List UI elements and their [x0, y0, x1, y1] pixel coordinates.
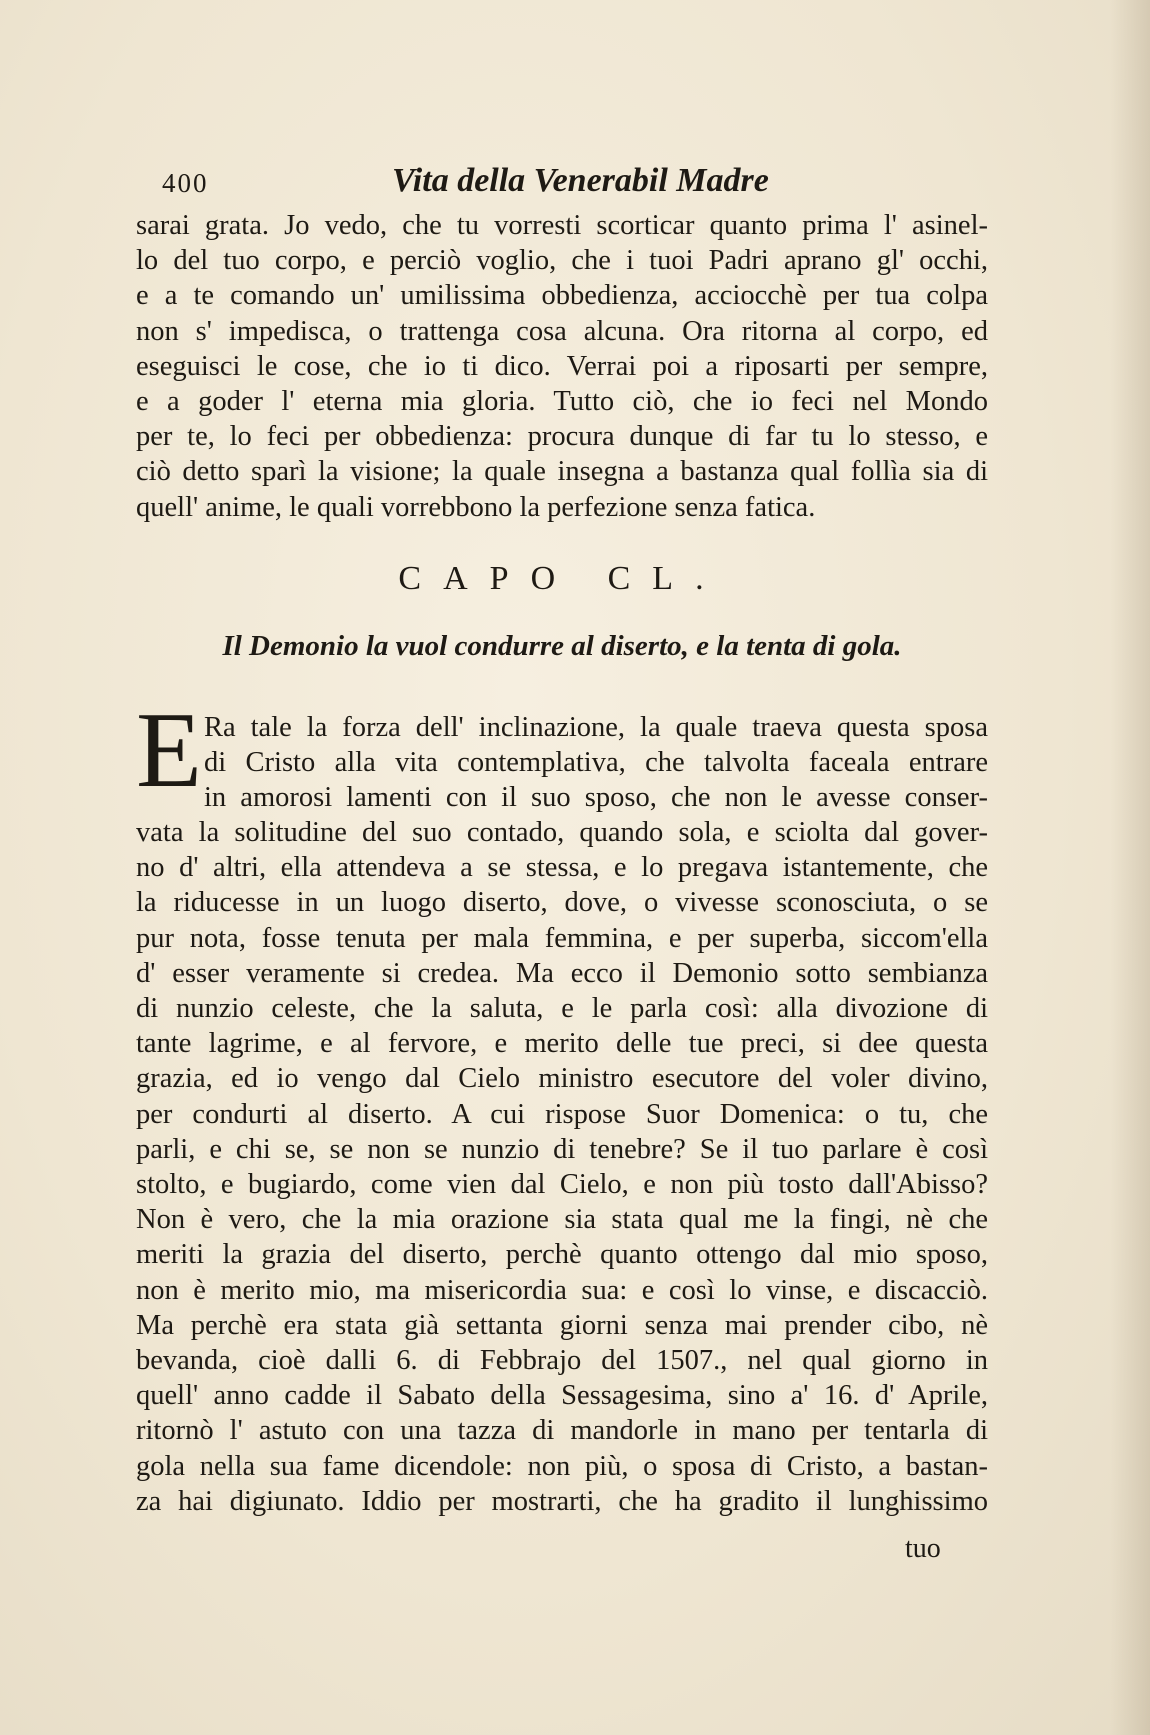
text-line: parli, e chi se, se non se nunzio di tenebre? Se il tuo parlare è così [136, 1133, 988, 1165]
text-line: no d' altri, ella attendeva a se stessa, e lo pregava istantemente, che [136, 852, 988, 884]
text-line: di nunzio celeste, che la saluta, e le parla così: alla divozione di [136, 993, 988, 1025]
text-line: quell' anno cadde il Sabato della Sessagesima, sino a' 16. d' Aprile, [136, 1380, 988, 1412]
text-line: sarai grata. Jo vedo, che tu vorresti scorticar quanto prima l' asinel- [136, 210, 988, 241]
text-line: e a te comando un' umilissima obbedienza, acciocchè per tua colpa [136, 280, 988, 312]
text-line: eseguisci le cose, che io ti dico. Verrai poi a riposarti per sempre, [136, 350, 988, 382]
text-line: quell' anime, le quali vorrebbono la perfezione senza fatica. [136, 491, 816, 523]
text-line: Ra tale la forza dell' inclinazione, la quale traeva questa sposa [204, 712, 988, 743]
text-line: ritornò l' astuto con una tazza di mandorle in mano per tentarla di [136, 1415, 988, 1447]
text-line: la riducesse in un luogo diserto, dove, o vivesse sconosciuta, o se [136, 887, 988, 919]
text-line: stolto, e bugiardo, come vien dal Cielo, e non più tosto dall'Abisso? [136, 1169, 988, 1201]
chapter-title: CAPO CL. [398, 560, 726, 597]
text-line: non s' impedisca, o trattenga cosa alcuna. Ora ritorna al corpo, ed [136, 315, 988, 347]
catchword: tuo [905, 1533, 941, 1564]
text-line: d' esser veramente si credea. Ma ecco il Demonio sotto sembianza [136, 957, 988, 989]
text-line: za hai digiunato. Iddio per mostrarti, che ha gradito il lunghissimo [136, 1485, 988, 1517]
main-paragraph [136, 815, 988, 1519]
text-line: grazia, ed io vengo dal Cielo ministro esecutore del voler divino, [136, 1063, 988, 1095]
text-line: pur nota, fosse tenuta per mala femmina, e per superba, siccom'ella [136, 922, 988, 954]
indented-lines [204, 710, 988, 816]
text-line: per te, lo feci per obbedienza: procura dunque di far tu lo stesso, e [136, 421, 988, 453]
text-line: gola nella sua fame dicendole: non più, o sposa di Cristo, a bastan- [136, 1450, 988, 1482]
text-line: ciò detto sparì la visione; la quale insegna a bastanza qual follìa sia di [136, 456, 988, 488]
drop-cap: E [136, 691, 202, 810]
text-line: meriti la grazia del diserto, perchè quanto ottengo dal mio sposo, [136, 1239, 988, 1271]
running-title: Vita della Venerabil Madre [392, 162, 769, 199]
page-gutter-shadow [1110, 0, 1150, 1735]
text-line: in amorosi lamenti con il suo sposo, che non le avesse conser- [204, 782, 988, 814]
text-line: Ma perchè era stata già settanta giorni senza mai prender cibo, nè [136, 1309, 988, 1341]
top-paragraph [136, 208, 988, 525]
page-number: 400 [162, 168, 209, 198]
text-line: tante lagrime, e al fervore, e merito delle tue preci, si dee questa [136, 1028, 988, 1060]
text-line: bevanda, cioè dalli 6. di Febbrajo del 1507., nel qual giorno in [136, 1345, 988, 1377]
text-line: lo del tuo corpo, e perciò voglio, che i tuoi Padri aprano gl' occhi, [136, 245, 988, 277]
text-line: per condurti al diserto. A cui rispose Suor Domenica: o tu, che [136, 1098, 988, 1130]
text-line: Non è vero, che la mia orazione sia stata qual me la fingi, nè che [136, 1204, 988, 1236]
text-line: e a goder l' eterna mia gloria. Tutto ciò, che io feci nel Mondo [136, 386, 988, 418]
chapter-subtitle: Il Demonio la vuol condurre al diserto, e la tenta di gola. [222, 630, 902, 662]
text-line: vata la solitudine del suo contado, quando sola, e sciolta dal gover- [136, 817, 988, 848]
text-line: di Cristo alla vita contemplativa, che talvolta faceala entrare [204, 747, 988, 779]
text-line: non è merito mio, ma misericordia sua: e così lo vinse, e discacciò. [136, 1274, 988, 1306]
running-head [162, 162, 1002, 206]
